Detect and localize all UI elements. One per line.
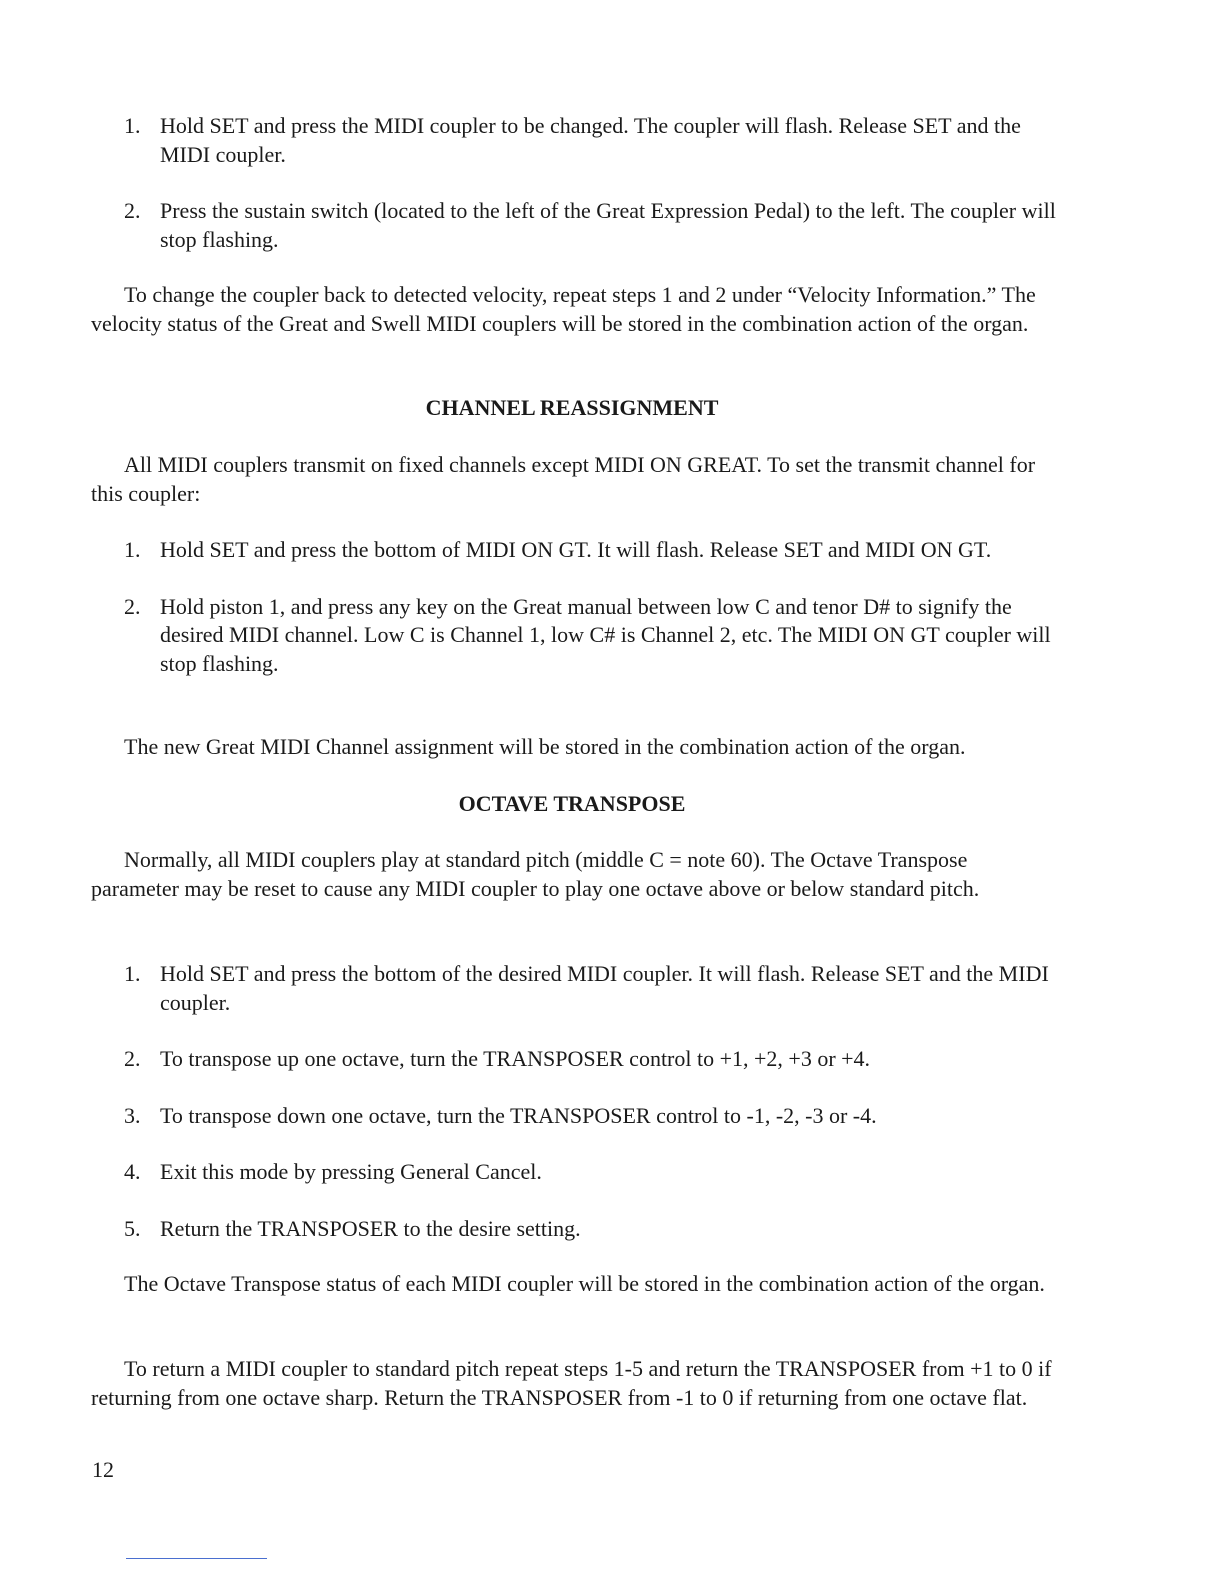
- channel-stored-paragraph: The new Great MIDI Channel assignment will be stored in the combination action of the organ.: [124, 734, 966, 759]
- list-item: [124, 197, 1059, 254]
- channel-steps-list: [124, 536, 1059, 678]
- octave-stored-paragraph: The Octave Transpose status of each MIDI coupler will be stored in the combination action of the organ.: [124, 1271, 1045, 1296]
- list-item-text: Hold SET and press the bottom of MIDI ON GT. It will flash. Release SET and MIDI ON GT.: [160, 537, 992, 562]
- velocity-steps-list: [124, 112, 1059, 254]
- list-item: [124, 1215, 1059, 1244]
- octave-intro-paragraph: Normally, all MIDI couplers play at standard pitch (middle C = note 60). The Octave Transpose parameter may be reset to cause any MIDI coupler to play one octave above or below standard pitch.: [91, 847, 980, 901]
- list-item-text: Hold piston 1, and press any key on the Great manual between low C and tenor D# to signify the desired MIDI channel. Low C is Channel 1, low C# is Channel 2, etc. The MIDI ON GT coupler will stop flashing.: [160, 593, 1051, 676]
- list-item-number: 1.: [124, 537, 141, 562]
- list-item: [124, 1158, 1059, 1187]
- list-item: [124, 536, 1059, 565]
- list-item-text: Hold SET and press the bottom of the desired MIDI coupler. It will flash. Release SET and the MIDI coupler.: [160, 961, 1049, 1015]
- list-item-number: 1.: [124, 961, 141, 986]
- list-item-text: Hold SET and press the MIDI coupler to be changed. The coupler will flash. Release SET and the MIDI coupler.: [160, 113, 1021, 167]
- list-item-text: Exit this mode by pressing General Cancel.: [160, 1159, 542, 1184]
- list-item-number: 2.: [124, 198, 141, 223]
- list-item-text: Press the sustain switch (located to the left of the Great Expression Pedal) to the left. The coupler will stop flashing.: [160, 198, 1056, 252]
- channel-intro-paragraph: All MIDI couplers transmit on fixed channels except MIDI ON GREAT. To set the transmit channel for this coupler:: [91, 452, 1036, 506]
- list-item-text: Return the TRANSPOSER to the desire setting.: [160, 1215, 581, 1241]
- octave-steps-list: [124, 960, 1059, 1243]
- list-item-text: To transpose up one octave, turn the TRANSPOSER control to +1, +2, +3 or +4.: [160, 1046, 871, 1071]
- list-item-number: 2.: [124, 1046, 141, 1071]
- page-number: 12: [92, 1457, 114, 1482]
- list-item: [124, 1102, 1059, 1131]
- list-item-text: To transpose down one octave, turn the TRANSPOSER control to -1, -2, -3 or -4.: [160, 1102, 877, 1128]
- list-item-number: 4.: [124, 1159, 141, 1184]
- octave-transpose-heading: OCTAVE TRANSPOSE: [458, 791, 686, 816]
- list-item-number: 2.: [124, 593, 141, 619]
- list-item-number: 1.: [124, 113, 141, 138]
- list-item-number: 5.: [124, 1215, 141, 1241]
- footer-rule: [126, 1558, 267, 1559]
- list-item: [124, 1045, 1059, 1074]
- return-pitch-paragraph: To return a MIDI coupler to standard pitch repeat steps 1-5 and return the TRANSPOSER from +1 to 0 if returning from one octave sharp. Return the TRANSPOSER from -1 to 0 if returning from one octave flat.: [91, 1356, 1052, 1410]
- list-item: [124, 960, 1059, 1017]
- list-item: [124, 112, 1059, 169]
- channel-reassignment-heading: CHANNEL REASSIGNMENT: [425, 395, 719, 420]
- velocity-paragraph: To change the coupler back to detected velocity, repeat steps 1 and 2 under “Velocity Information.” The velocity status of the Great and Swell MIDI couplers will be stored in the combination action of the organ.: [91, 282, 1036, 336]
- list-item-number: 3.: [124, 1102, 141, 1128]
- list-item: [124, 593, 1059, 679]
